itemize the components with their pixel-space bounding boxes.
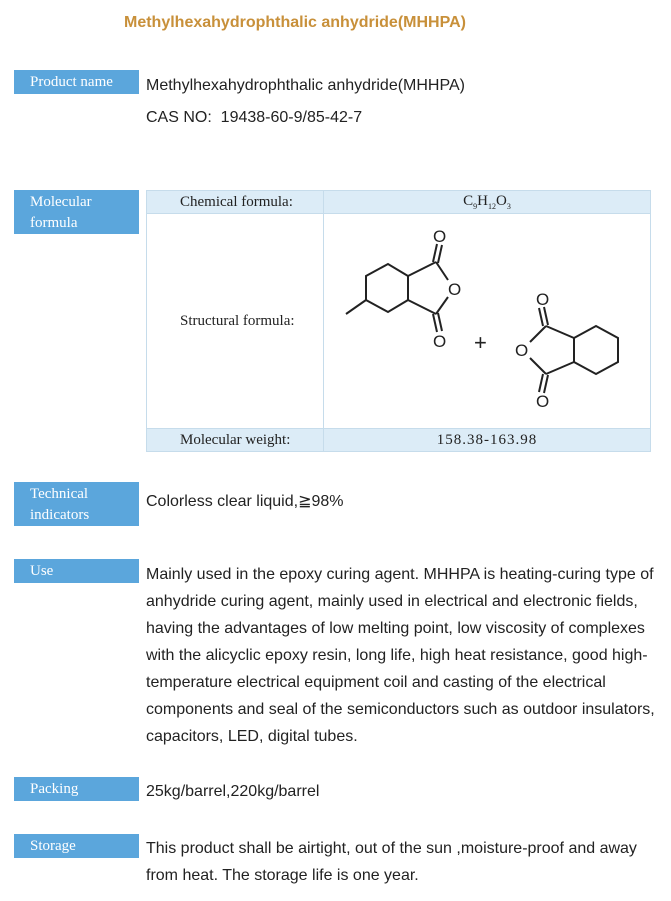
hhpa-structure xyxy=(530,307,618,393)
formula-h-sub: 12 xyxy=(488,202,496,211)
technical-indicators-label xyxy=(14,482,139,526)
molecular-weight-label: Molecular weight: xyxy=(147,429,324,452)
formula-h: H xyxy=(477,193,488,209)
packing-text: 25kg/barrel,220kg/barrel xyxy=(146,783,320,800)
product-name-label: Product name xyxy=(14,70,139,94)
molecular-formula-label xyxy=(14,190,139,234)
use-text: Mainly used in the epoxy curing agent. MHHPA is heating-curing type of anhydride curing agent, mainly used in electrical and electronic fields, having the advantages of low melting point, low viscosity of complexes with the alicyclic epoxy resin, long life, high heat resistance, good high-temperature electrical equipment coil and casting of the electrical components and seal of the semiconductors such as outdoor insulators, capacitors, LED, digital tubes. xyxy=(146,566,655,745)
technical-indicators-value: Colorless clear liquid,≧98% xyxy=(146,493,344,510)
packing-label: Packing xyxy=(14,777,139,801)
hhpa-oxygen-ring: O xyxy=(515,341,529,360)
page-title: Methylhexahydrophthalic anhydride(MHHPA) xyxy=(124,14,466,31)
technical-label-line2: indicators xyxy=(30,507,90,523)
mhhpa-oxygen-bottom: O xyxy=(433,332,447,351)
molecular-label-line1: Molecular xyxy=(30,194,92,210)
molecular-weight-value: 158.38-163.98 xyxy=(324,429,651,452)
structural-formula-image xyxy=(324,214,651,429)
chemical-formula-row xyxy=(147,191,651,214)
hhpa-oxygen-top: O xyxy=(536,290,550,309)
use-label: Use xyxy=(14,559,139,583)
product-name-value: Methylhexahydrophthalic anhydride(MHHPA) xyxy=(146,77,465,94)
cas-number: CAS NO: 19438-60-9/85-42-7 xyxy=(146,109,363,126)
plus-sign: + xyxy=(474,330,487,355)
storage-label: Storage xyxy=(14,834,139,858)
formula-c-sub: 9 xyxy=(473,202,478,211)
structural-formula-row xyxy=(147,214,651,429)
formula-o-sub: 3 xyxy=(506,202,511,211)
mhhpa-oxygen-ring: O xyxy=(448,280,462,299)
mhhpa-structure xyxy=(346,244,448,332)
storage-text: This product shall be airtight, out of the sun ,moisture-proof and away from heat. The storage life is one year. xyxy=(146,840,637,884)
structural-formula-label: Structural formula: xyxy=(147,214,324,429)
formula-c: C xyxy=(463,193,474,209)
molecular-table xyxy=(146,190,651,452)
molecular-weight-row xyxy=(147,429,651,452)
hhpa-oxygen-bottom: O xyxy=(536,392,550,411)
mhhpa-oxygen-top: O xyxy=(433,227,447,246)
chemical-formula-value xyxy=(324,191,651,214)
technical-label-line1: Technical xyxy=(30,486,89,502)
formula-o: O xyxy=(496,193,507,209)
chemical-formula-label: Chemical formula: xyxy=(147,191,324,214)
structure-diagram xyxy=(324,214,650,428)
molecular-label-line2: formula xyxy=(30,215,78,231)
